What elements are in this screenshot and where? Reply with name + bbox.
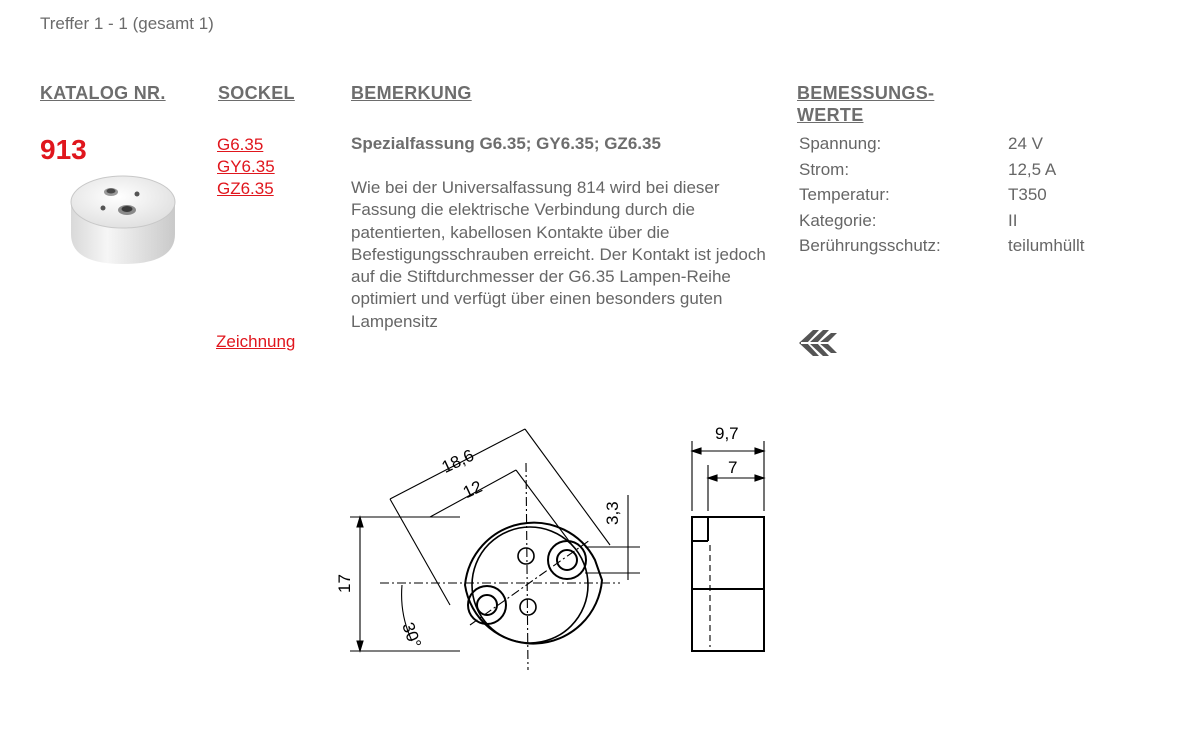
cross-arrow-mark-icon	[797, 327, 839, 364]
table-row	[797, 134, 1087, 160]
ratings-table	[797, 134, 1087, 262]
dim-height-label: 17	[335, 574, 354, 593]
dim-inner-label: 7	[728, 458, 738, 477]
column-header-ratings-line1: BEMESSUNGS-	[797, 83, 935, 103]
column-header-catalog: KATALOG NR.	[40, 83, 166, 103]
spec-label: Spannung:	[799, 134, 882, 153]
dim-width-label: 9,7	[715, 424, 739, 443]
spec-value: II	[1008, 210, 1018, 230]
column-header-socket: SOCKEL	[218, 83, 295, 103]
table-row	[797, 236, 1087, 262]
spec-value: teilumhüllt	[1008, 236, 1085, 255]
column-header-remark: BEMERKUNG	[351, 83, 472, 103]
results-summary: Treffer 1 - 1 (gesamt 1)	[40, 14, 214, 33]
spec-value: T350	[1008, 185, 1047, 204]
spec-label: Berührungsschutz:	[799, 236, 941, 255]
dim-offset-label: 3,3	[603, 501, 622, 525]
drawing-link[interactable]: Zeichnung	[216, 332, 296, 351]
dim-diagonal-label: 18,6	[438, 445, 477, 477]
product-image[interactable]	[63, 172, 183, 277]
dim-angle-label: 30°	[398, 619, 425, 651]
catalog-number: 913	[40, 134, 87, 165]
socket-link-gz635[interactable]: GZ6.35	[217, 179, 274, 198]
spec-value: 12,5 A	[1008, 159, 1057, 179]
dim-pitch-label: 12	[459, 476, 486, 503]
table-row	[797, 185, 1087, 211]
socket-list	[217, 134, 275, 200]
table-row	[797, 211, 1087, 237]
table-row	[797, 160, 1087, 186]
spec-label: Temperatur:	[799, 185, 890, 204]
socket-link-g635[interactable]: G6.35	[217, 135, 264, 154]
column-header-ratings-line2: WERTE	[797, 105, 864, 125]
remark-text: Wie bei der Universalfassung 814 wird bei dieser Fassung die elektrische Verbindung durch die patentierten, kabellosen Kontakte über die Befestigungsschrauben erreicht. Der Kontakt ist jedoch auf die Stiftdurchmesser der G6.35 Lampen-Reihe optimiert und verfügt über einen besonders guten Lampensitz	[351, 178, 766, 331]
technical-drawing	[330, 415, 790, 690]
socket-link-gy635[interactable]: GY6.35	[217, 157, 275, 176]
column-header-ratings	[797, 82, 934, 126]
spec-label: Kategorie:	[799, 210, 877, 230]
spec-value: 24 V	[1008, 134, 1043, 153]
remark-title: Spezialfassung G6.35; GY6.35; GZ6.35	[351, 134, 661, 153]
spec-label: Strom:	[799, 159, 850, 179]
